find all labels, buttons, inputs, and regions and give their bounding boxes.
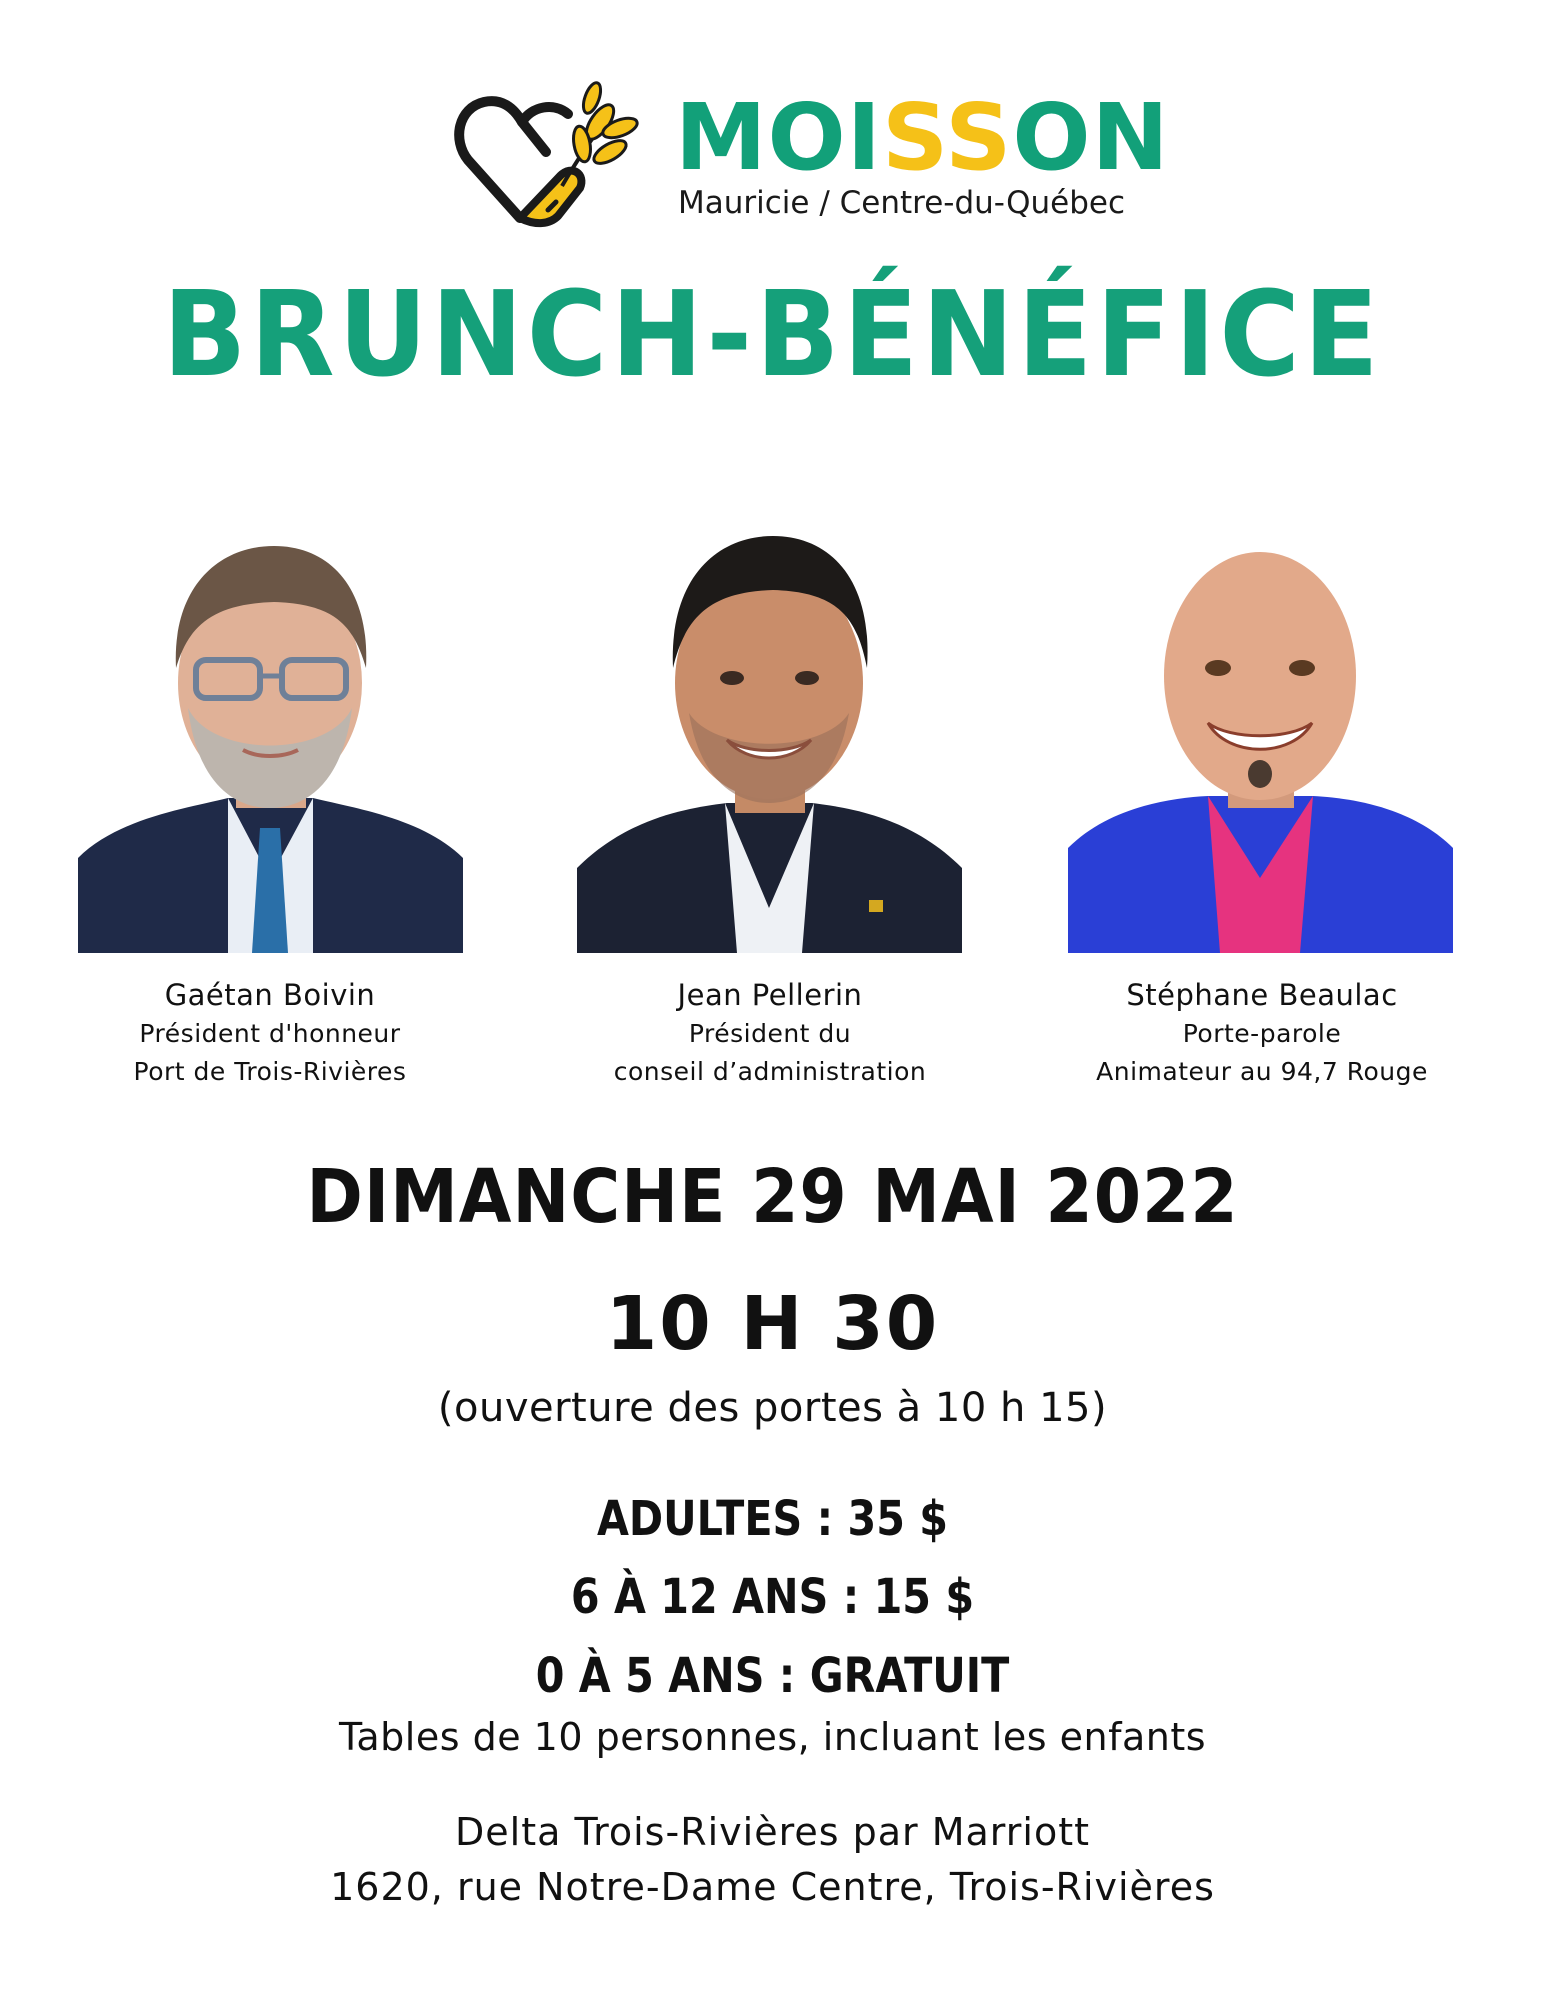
person-organization: Port de Trois-Rivières xyxy=(133,1057,407,1086)
portrait-jean-pellerin xyxy=(577,518,962,953)
price-adults: ADULTES : 35 $ xyxy=(596,1491,949,1547)
person-name: Jean Pellerin xyxy=(677,978,863,1012)
heart-wheat-icon xyxy=(450,78,650,228)
person-organization: conseil d’administration xyxy=(613,1057,927,1086)
portrait-stephane-beaulac xyxy=(1068,518,1453,953)
person-name: Gaétan Boivin xyxy=(164,978,376,1012)
page-title: BRUNCH-BÉNÉFICE xyxy=(162,265,1383,403)
logo-wordmark xyxy=(675,84,1170,191)
person-caption-3 xyxy=(1032,975,1492,1091)
person-name: Stéphane Beaulac xyxy=(1126,978,1398,1012)
person-caption-2 xyxy=(540,975,1000,1091)
price-toddlers: 0 À 5 ANS : GRATUIT xyxy=(535,1648,1010,1704)
logo-word-part3: ON xyxy=(1012,84,1170,191)
portrait-gaetan-boivin xyxy=(78,518,463,953)
price-children: 6 À 12 ANS : 15 $ xyxy=(570,1569,975,1625)
person-role: Porte-parole xyxy=(1182,1019,1342,1048)
person-role: Président d'honneur xyxy=(139,1019,401,1048)
venue-address: 1620, rue Notre-Dame Centre, Trois-Rivières xyxy=(330,1865,1215,1909)
doors-opening-note: (ouverture des portes à 10 h 15) xyxy=(437,1385,1108,1431)
venue-name: Delta Trois-Rivières par Marriott xyxy=(455,1810,1090,1854)
tables-note: Tables de 10 personnes, incluant les enfants xyxy=(338,1715,1207,1759)
event-date: DIMANCHE 29 MAI 2022 xyxy=(306,1154,1239,1240)
person-caption-1 xyxy=(40,975,500,1091)
person-organization: Animateur au 94,7 Rouge xyxy=(1096,1057,1428,1086)
logo-word-part2: SS xyxy=(882,84,1013,191)
moisson-logo xyxy=(450,72,1170,232)
logo-subtitle: Mauricie / Centre-du-Québec xyxy=(678,185,1126,221)
event-time: 10 H 30 xyxy=(605,1281,940,1367)
person-role: Président du xyxy=(688,1019,852,1048)
logo-word-part1: MOI xyxy=(675,84,882,191)
